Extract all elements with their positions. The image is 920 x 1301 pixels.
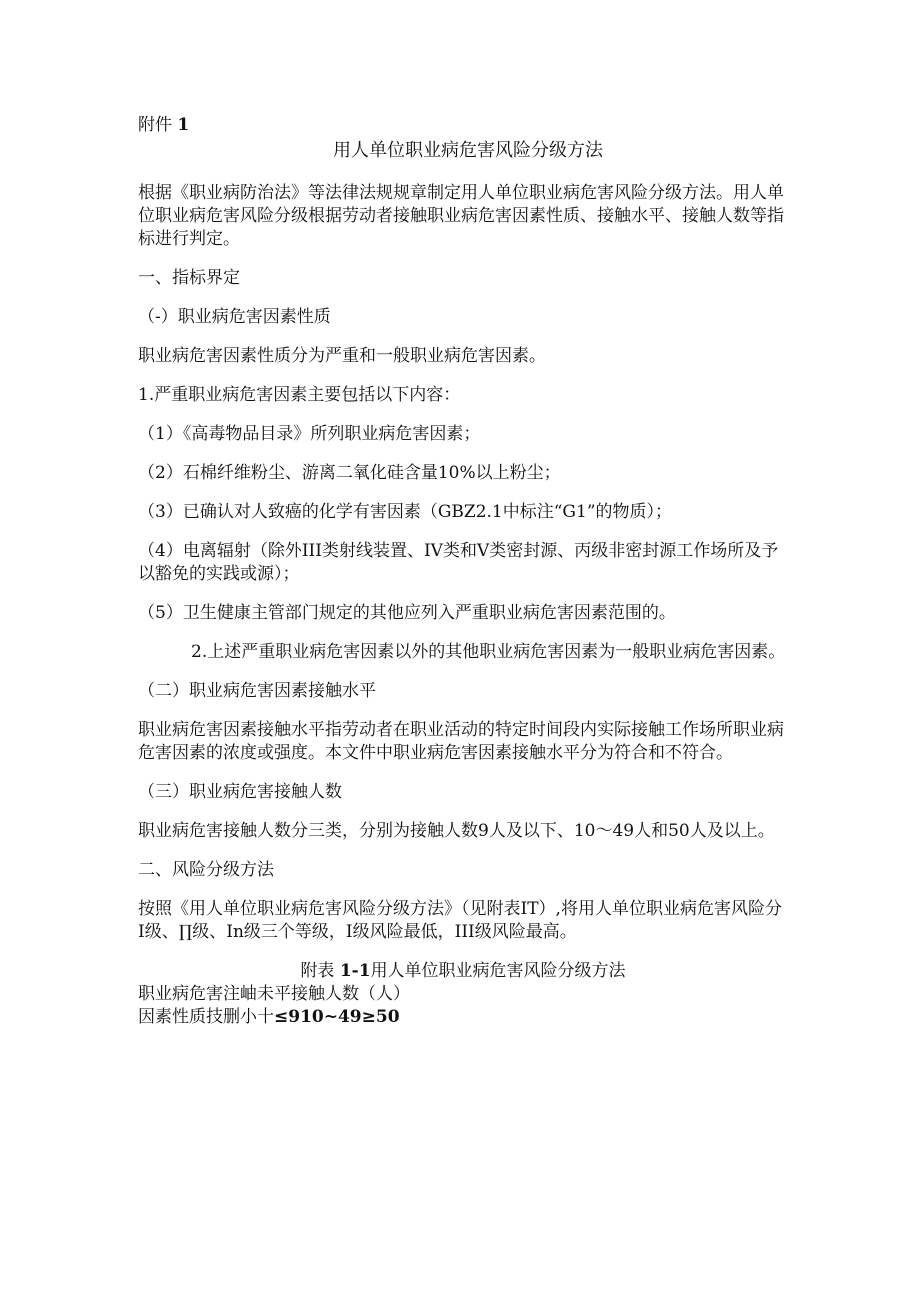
section-heading-grading-method: 二、风险分级方法: [138, 860, 274, 880]
table-caption: [138, 960, 788, 983]
table-caption-number: 1-1: [339, 961, 371, 981]
table-caption-text: 用人单位职业病危害风险分级方法: [370, 961, 626, 981]
paragraph-factor-nature: 职业病危害因素性质分为严重和一般职业病危害因素。: [138, 346, 546, 366]
paragraph-grading-method: 按照《用人单位职业病危害风险分级方法》（见附表IT）,将用人单位职业病危害风险分I级、∏级、In级三个等级，I级风险最低，III级风险最高。: [138, 899, 782, 942]
list-item-5: （5）卫生健康主管部门规定的其他应列入严重职业病危害因素范围的。: [138, 603, 676, 623]
annex-number: 1: [177, 115, 190, 135]
subsection-heading-exposure-level: （二）职业病危害因素接触水平: [138, 681, 376, 701]
table-header-row-2: [138, 1006, 788, 1029]
table-row-2-text: 因素性质技删小十: [138, 1007, 274, 1027]
subsection-heading-exposure-count: （三）职业病危害接触人数: [138, 782, 342, 802]
document-title: 用人单位职业病危害风险分级方法: [333, 140, 603, 161]
intro-paragraph: 根据《职业病防治法》等法律法规规章制定用人单位职业病危害风险分级方法。用人单位职业病危害风险分级根据劳动者接触职业病危害因素性质、接触水平、接触人数等指标进行判定。: [138, 183, 784, 249]
table-header-row-1: 职业病危害注岫未平接触人数（人）: [138, 984, 410, 1004]
annex-label-text: 附件: [138, 115, 172, 135]
paragraph-general-factors: 2.上述严重职业病危害因素以外的其他职业病危害因素为一般职业病危害因素。: [191, 642, 786, 662]
annex-label: [138, 114, 788, 137]
subsection-heading-factor-nature: （-）职业病危害因素性质: [138, 307, 331, 327]
table-caption-prefix: 附表: [300, 961, 335, 981]
list-item-4: （4）电离辐射（除外III类射线装置、IV类和V类密封源、丙级非密封源工作场所及予以豁免的实践或源）；: [138, 541, 779, 584]
paragraph-exposure-count: 职业病危害接触人数分三类，分别为接触人数9人及以下、10～49人和50人及以上。: [138, 821, 775, 841]
list-item-2: （2）石棉纤维粉尘、游离二氧化硅含量10%以上粉尘；: [138, 463, 561, 483]
document-body: [138, 114, 788, 1029]
paragraph-serious-factors: 1.严重职业病危害因素主要包括以下内容：: [138, 385, 461, 405]
list-item-1: （1）《高毒物品目录》所列职业病危害因素；: [138, 424, 481, 444]
table-row-2-bold: ≤910~49≥50: [274, 1007, 400, 1027]
section-heading-indicators: 一、指标界定: [138, 268, 240, 288]
list-item-3: （3）已确认对人致癌的化学有害因素（GBZ2.1中标注“G1”的物质）；: [138, 502, 673, 522]
paragraph-exposure-level: 职业病危害因素接触水平指劳动者在职业活动的特定时间段内实际接触工作场所职业病危害因素的浓度或强度。本文件中职业病危害因素接触水平分为符合和不符合。: [138, 720, 784, 763]
